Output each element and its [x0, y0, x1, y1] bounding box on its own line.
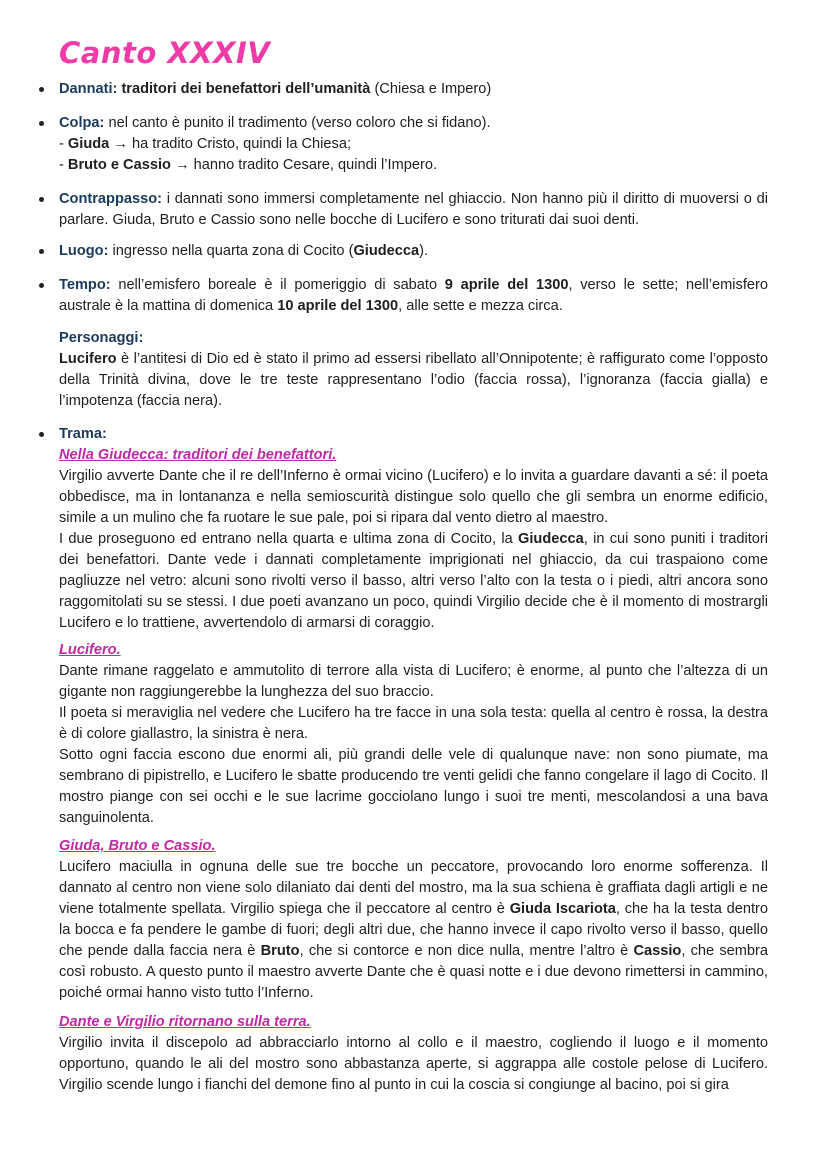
dannati-label: Dannati:: [59, 81, 118, 97]
dannati-bold: traditori dei benefattori dell’umanità: [121, 81, 371, 97]
colpa-text: nel canto è punito il tradimento (verso coloro che si fidano).: [108, 115, 491, 131]
section-heading-lucifero: Lucifero.: [59, 642, 121, 658]
luogo-bold: Giudecca: [353, 243, 420, 259]
dannati-item: [59, 79, 768, 100]
ritorno-paragraph: Virgilio invita il discepolo ad abbracciarlo intorno al collo e il maestro, cogliendo il luogo e il momento opportuno, quando le ali del mostro sono abbastanza aperte, si aggrappa alle costole pelose di Lucifero. Virgilio scende lungo i fianchi del demone fino al punto in cui la coscia si congiunge al bacino, poi si gira: [59, 1035, 768, 1093]
trama-label: Trama:: [59, 426, 107, 442]
tempo-item: Tempo: nell’emisfero boreale è il pomeriggio di sabato 9 aprile del 1300, verso le sette; nell’emisfero australe è la mattina di domenica 10 aprile del 1300, alle sette e mezza circa.: [59, 275, 768, 317]
personaggi-text: è l’antitesi di Dio ed è stato il primo ad essersi ribellato all’Onnipotente; è raffigurato come l’opposto della Trinità divina, dove le tre teste rappresentano l’odio (faccia rossa), l’ignoranza (faccia gialla) e l’impotenza (faccia nera).: [59, 351, 768, 409]
section-heading-giuda: Giuda, Bruto e Cassio.: [59, 838, 216, 854]
contrappasso-item: [59, 189, 768, 231]
personaggi-label: Personaggi:: [59, 330, 144, 346]
contrappasso-label: Contrappasso:: [59, 191, 162, 207]
colpa-label: Colpa:: [59, 115, 105, 131]
lucifero-paragraph-2: Il poeta si meraviglia nel vedere che Lucifero ha tre facce in una sola testa: quella al centro è rossa, la destra è di colore giallastro, la sinistra è nera.: [59, 705, 768, 742]
colpa-item: [59, 113, 768, 176]
personaggi-name: Lucifero: [59, 351, 117, 367]
giudecca-paragraph-1: Virgilio avverte Dante che il re dell’Inferno è ormai vicino (Lucifero) e lo invita a guardare davanti a sé: il poeta obbedisce, ma in lontananza e nella semioscurità distingue solo quello che gli sembra un enorme edificio, simile a un mulino che fa ruotare le sue pale, poi si ripara dal vento dietro al maestro.: [59, 468, 768, 526]
contrappasso-text: i dannati sono immersi completamente nel ghiaccio. Non hanno più il diritto di muoversi o di parlare. Giuda, Bruto e Cassio sono nelle bocche di Lucifero e sono triturati dai suoi denti.: [59, 191, 768, 228]
trama-item: [59, 424, 768, 445]
colpa-line-bruto-cassio: - Bruto e Cassio → hanno tradito Cesare, quindi l’Impero.: [59, 157, 437, 173]
lucifero-paragraph-1: Dante rimane raggelato e ammutolito di terrore alla vista di Lucifero; è enorme, al punto che l’altezza di un gigante non raggiungerebbe la lunghezza del suo braccio.: [59, 663, 768, 700]
luogo-text: ingresso nella quarta zona di Cocito (: [112, 243, 354, 259]
lucifero-paragraph-3: Sotto ogni faccia escono due enormi ali, più grandi delle vele di qualunque nave: non sono piumate, ma sembrano di pipistrello, e Lucifero le sbatte producendo tre venti gelidi che fanno congelare il lago di Cocito. Il mostro piange con sei occhi e le sue lacrime gocciolano lungo i suoi tre menti, mescolandosi a una bava sanguinolenta.: [59, 747, 768, 826]
luogo-item: Luogo: ingresso nella quarta zona di Cocito (Giudecca).: [59, 241, 768, 262]
colpa-line-giuda: - Giuda → ha tradito Cristo, quindi la Chiesa;: [59, 136, 352, 152]
giuda-paragraph: Lucifero maciulla in ognuna delle sue tre bocche un peccatore, provocando loro enorme sofferenza. Il dannato al centro non viene solo dilaniato dai denti del mostro, ma la sua schiena è graffiata dagli artigli e ne viene totalmente spellata. Virgilio spiega che il peccatore al centro è Giuda Iscariota, che ha la testa dentro la bocca e fa pendere le gambe di fuori; degli altri due, che hanno invece il capo rivolto verso il basso, quello che pende dalla faccia nera è Bruto, che si contorce e non dice nulla, mentre l’altro è Cassio, che sembra così robusto. A questo punto il maestro avverte Dante che è quasi notte e i due devono rimettersi in cammino, poiché ormai hanno visto tutto l’Inferno.: [59, 859, 769, 1001]
tempo-label: Tempo:: [59, 277, 111, 293]
giudecca-paragraph-2: I due proseguono ed entrano nella quarta e ultima zona di Cocito, la Giudecca, in cui sono puniti i traditori dei benefattori. Dante vede i dannati completamente imprigionati nel ghiaccio, da cui traspaiono come pagliuzze nel vetro: alcuni sono rivolti verso il basso, altri verso l’alto con la testa o i piedi, altri ancora sono raggomitolati su se stessi. I due poeti avanzano un poco, quindi Virgilio decide che è il momento di mostrargli Lucifero e lo trattiene, avvertendolo di armarsi di coraggio.: [59, 531, 768, 631]
luogo-label: Luogo:: [59, 243, 109, 259]
page-title: Canto XXXIV: [59, 36, 271, 70]
section-heading-giudecca: Nella Giudecca: traditori dei benefattori.: [59, 447, 337, 463]
dannati-rest: (Chiesa e Impero): [374, 81, 492, 97]
section-heading-ritorno: Dante e Virgilio ritornano sulla terra.: [59, 1014, 311, 1030]
personaggi-item: [59, 328, 768, 412]
